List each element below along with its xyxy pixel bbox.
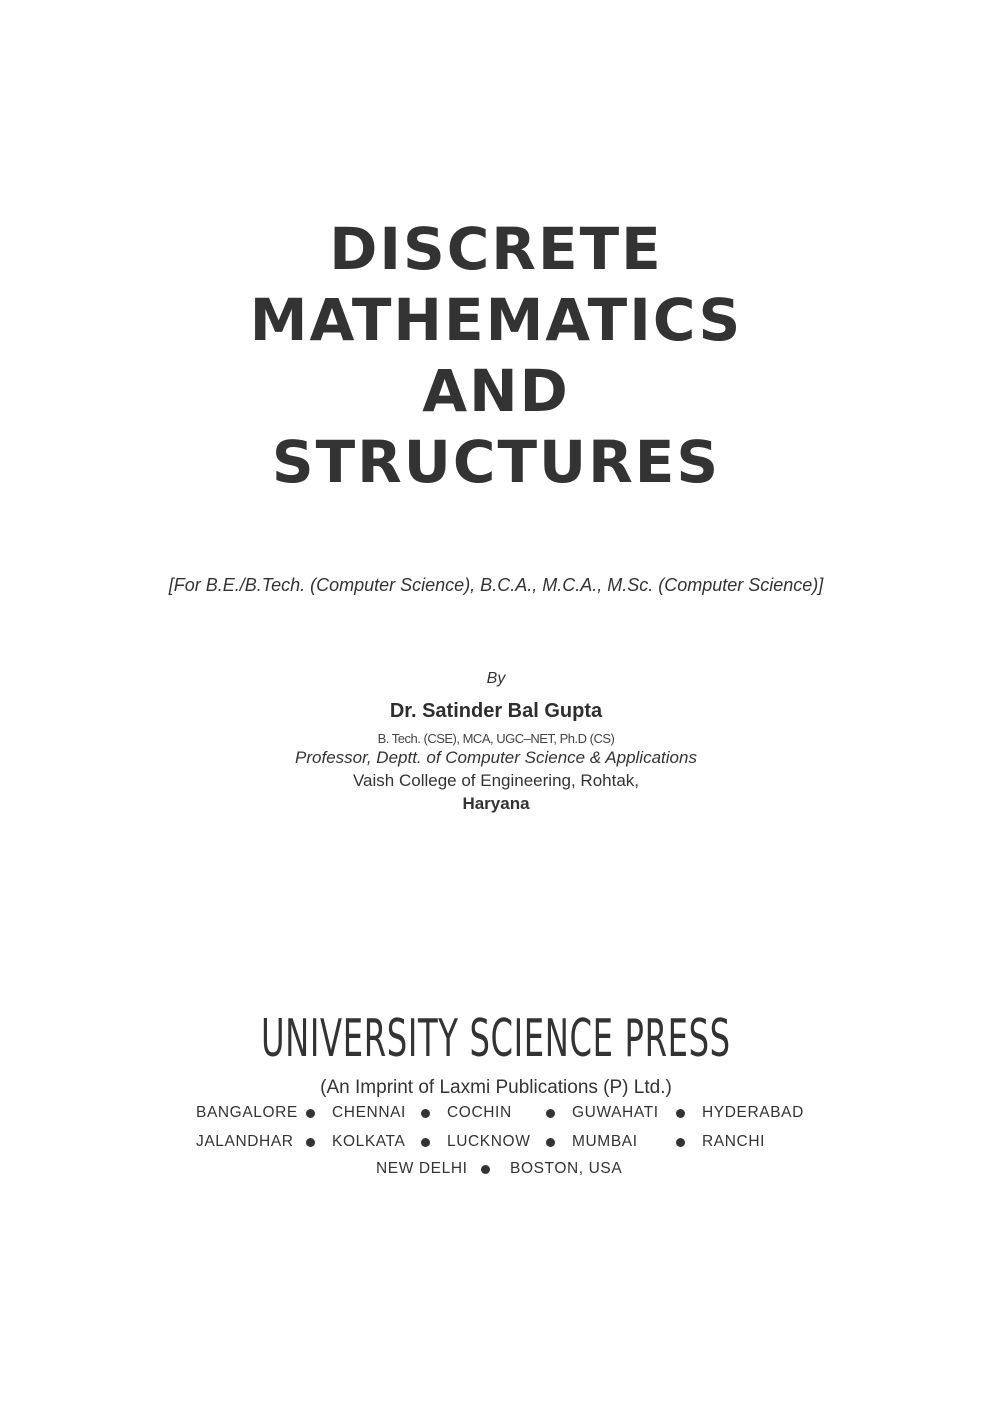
author-state: Haryana [462, 794, 530, 813]
city-mumbai: MUMBAI [572, 1133, 638, 1150]
by-label: By [486, 670, 506, 687]
author-position: Professor, Deptt. of Computer Science & Applications [295, 748, 697, 767]
author-name: Dr. Satinder Bal Gupta [389, 700, 603, 722]
city-new-delhi: NEW DELHI [376, 1160, 468, 1177]
city-jalandhar: JALANDHAR [196, 1133, 294, 1150]
title-line-1: DISCRETE [329, 215, 663, 283]
city-kolkata: KOLKATA [332, 1133, 406, 1150]
target-audience: [For B.E./B.Tech. (Computer Science), B.C.A., M.C.A., M.Sc. (Computer Science)] [168, 575, 824, 595]
bullet-dot [421, 1138, 430, 1147]
book-title [0, 214, 992, 498]
city-cochin: COCHIN [447, 1104, 512, 1121]
title-line-3: AND [422, 357, 570, 425]
city-ranchi: RANCHI [702, 1133, 766, 1150]
bullet-dot [306, 1109, 315, 1118]
publisher-name-text: UNIVERSITY SCIENCE PRESS [261, 1009, 731, 1069]
city-bangalore: BANGALORE [196, 1104, 298, 1121]
author-qualifications: B. Tech. (CSE), MCA, UGC–NET, Ph.D (CS) [377, 731, 615, 746]
publisher-imprint: (An Imprint of Laxmi Publications (P) Ltd.) [320, 1077, 672, 1098]
bullet-dot [546, 1138, 555, 1147]
bullet-dot [421, 1109, 430, 1118]
bullet-dot [546, 1109, 555, 1118]
city-lucknow: LUCKNOW [447, 1133, 531, 1150]
publisher-name [0, 1008, 992, 1070]
bullet-dot [306, 1138, 315, 1147]
bullet-dot [676, 1109, 685, 1118]
bullet-dot [481, 1165, 490, 1174]
city-hyderabad: HYDERABAD [702, 1104, 804, 1121]
city-chennai: CHENNAI [332, 1104, 406, 1121]
city-guwahati: GUWAHATI [572, 1104, 659, 1121]
bullet-dot [676, 1138, 685, 1147]
author-college: Vaish College of Engineering, Rohtak, [352, 771, 640, 790]
title-line-4: STRUCTURES [271, 428, 721, 496]
title-line-2: MATHEMATICS [249, 286, 743, 354]
city-boston: BOSTON, USA [510, 1160, 623, 1177]
